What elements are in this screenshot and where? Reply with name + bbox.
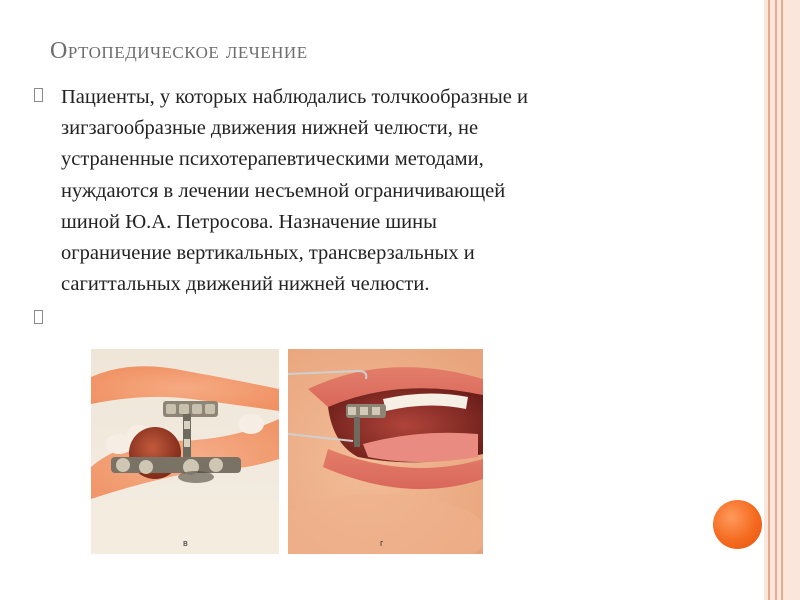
bullet-line: нуждаются в лечении несъемной ограничивающей: [61, 179, 506, 202]
bullet-line: устраненные психотерапевтическими методами,: [61, 148, 484, 171]
mouth-photo: [288, 349, 483, 554]
figure-caption-right: г: [380, 538, 384, 548]
splint-cast-photo: [91, 349, 279, 554]
bullet-line: Пациенты, у которых наблюдались толчкообразные и: [61, 86, 528, 108]
right-decor-line: [775, 0, 777, 600]
slide-title: Ортопедическое лечение: [50, 38, 308, 64]
orange-circle-icon: [713, 500, 762, 549]
bullet-square-icon: [34, 310, 43, 324]
bullet-line: сагиттальных движений нижней челюсти.: [61, 273, 430, 296]
bullet-list: [34, 82, 734, 344]
splint-figure: [91, 349, 483, 554]
right-decor-line: [781, 0, 783, 600]
bullet-square-icon: [34, 88, 43, 102]
bullet-line: шиной Ю.А. Петросова. Назначение шины: [61, 210, 437, 233]
figure-caption-left: в: [183, 538, 188, 548]
bullet-line: зигзагообразные движения нижней челюсти, не: [61, 117, 479, 140]
bullet-item: [34, 82, 734, 300]
bullet-text: [61, 82, 734, 300]
bullet-item-empty: [34, 304, 734, 344]
right-decor-line: [768, 0, 770, 600]
bullet-line: ограничение вертикальных, трансверзальных и: [61, 242, 475, 265]
